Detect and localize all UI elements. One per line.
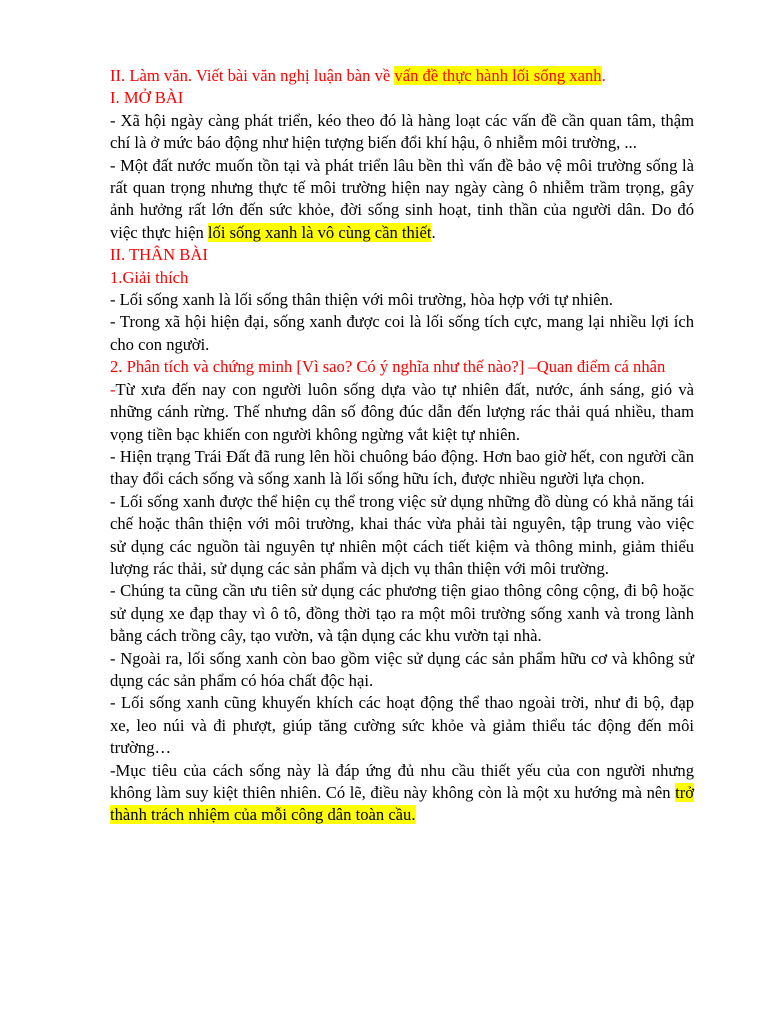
part1-heading: 1.Giải thích xyxy=(110,267,189,287)
part2-heading: 2. Phân tích và chứng minh [Vì sao? Có ý nghĩa như thế nào?] –Quan điểm cá nhân xyxy=(110,357,666,377)
part2-paragraph-7-highlight: trở thành trách nhiệm của mỗi công dân toàn cầu. xyxy=(110,783,694,825)
part2-paragraph-1-dash: - xyxy=(110,379,116,399)
part2-paragraph-1 xyxy=(110,379,694,446)
section-title-prefix: II. Làm văn. Viết bài văn nghị luận bàn về xyxy=(110,66,395,85)
part2-paragraph-1-text: Từ xưa đến nay con người luôn sống dựa vào tự nhiên đất, nước, ánh sáng, gió và những cánh rừng. Thế nhưng dân số đông đúc dẫn đến lượng rác thải quá nhiều, tham vọng tiền bạc khiến con người không ngừng vắt kiệt tự nhiên. xyxy=(110,379,694,444)
part2-paragraph-4: - Chúng ta cũng cần ưu tiên sử dụng các phương tiện giao thông công cộng, đi bộ hoặc sử dụng xe đạp thay vì ô tô, đồng thời tạo ra một môi trường sống xanh và trong lành bằng cách trồng cây, tạo vườn, và tận dụng các khu vườn tại nhà. xyxy=(110,581,694,646)
intro-paragraph-1: - Xã hội ngày càng phát triển, kéo theo đó là hàng loạt các vấn đề cần quan tâm, thậm chí là ở mức báo động như hiện tượng biến đổi khí hậu, ô nhiễm môi trường, ... xyxy=(110,110,694,153)
intro-heading: I. MỞ BÀI xyxy=(110,88,184,108)
intro-paragraph-2-suffix: . xyxy=(431,222,436,242)
section-title-suffix: . xyxy=(601,66,606,85)
intro-paragraph-2-highlight: lối sống xanh là vô cùng cần thiết xyxy=(207,222,432,242)
part2-paragraph-7-text: -Mục tiêu của cách sống này là đáp ứng đủ nhu cầu thiết yếu của con người nhưng không làm suy kiệt thiên nhiên. Có lẽ, điều này không còn là một xu hướng mà nên xyxy=(110,760,694,802)
part1-paragraph-2: - Trong xã hội hiện đại, sống xanh được coi là lối sống tích cực, mang lại nhiều lợi ích cho con người. xyxy=(110,312,694,354)
intro-paragraph-2 xyxy=(110,155,694,245)
part2-paragraph-6: - Lối sống xanh cũng khuyến khích các hoạt động thể thao ngoài trời, như đi bộ, đạp xe, leo núi và đi phượt, giúp tăng cường sức khỏe và giảm thiểu tác động đến môi trường… xyxy=(110,693,694,758)
part1-paragraph-1: - Lối sống xanh là lối sống thân thiện với môi trường, hòa hợp với tự nhiên. xyxy=(110,290,613,310)
intro-paragraph-2-text: - Một đất nước muốn tồn tại và phát triển lâu bền thì vấn đề bảo vệ môi trường sống là rất quan trọng nhưng thực tế môi trường hiện nay ngày càng ô nhiễm trầm trọng, gây ảnh hưởng rất lớn đến sức khỏe, đời sống sinh hoạt, tinh thần của người dân. Do đó việc thực hiện xyxy=(110,155,694,242)
part2-paragraph-7 xyxy=(110,760,694,827)
section-title-highlight: vấn đề thực hành lối sống xanh xyxy=(394,66,602,85)
section-title xyxy=(110,65,694,87)
part2-paragraph-5: - Ngoài ra, lối sống xanh còn bao gồm việc sử dụng các sản phẩm hữu cơ và không sử dụng các sản phẩm có hóa chất độc hại. xyxy=(110,648,694,690)
part2-paragraph-3: - Lối sống xanh được thể hiện cụ thể trong việc sử dụng những đồ dùng có khả năng tái chế hoặc thân thiện với môi trường, khai thác vừa phải tài nguyên, tập trung vào việc sử dụng các nguồn tài nguyên tự nhiên một cách tiết kiệm và thông minh, giảm thiểu lượng rác thải, sử dụng các sản phẩm và dịch vụ thân thiện với môi trường. xyxy=(110,491,694,578)
body-heading: II. THÂN BÀI xyxy=(110,245,208,265)
document-page xyxy=(110,65,694,827)
part2-paragraph-2: - Hiện trạng Trái Đất đã rung lên hồi chuông báo động. Hơn bao giờ hết, con người cần thay đổi cách sống và sống xanh là lối sống hữu ích, được nhiều người lựa chọn. xyxy=(110,446,694,489)
